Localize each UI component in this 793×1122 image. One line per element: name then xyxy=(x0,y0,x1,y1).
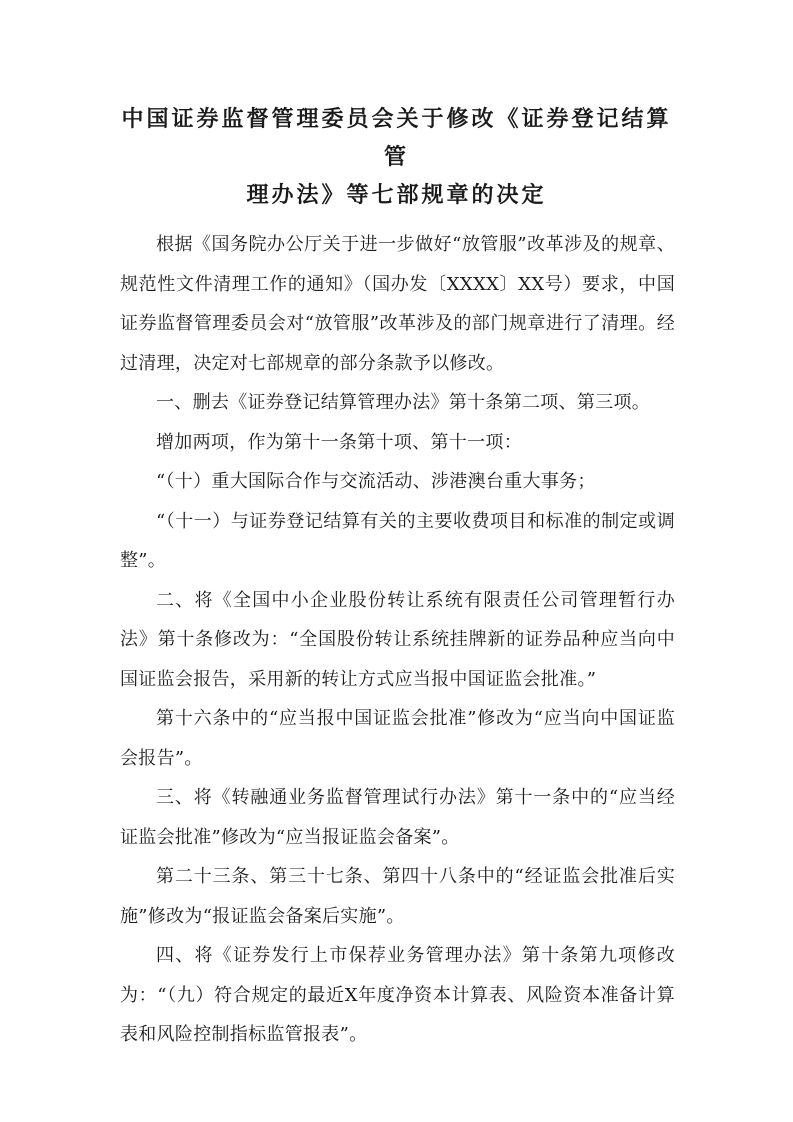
paragraph-item-1-sub-11: “（十一）与证券登记结算有关的主要收费项目和标准的制定或调整”。 xyxy=(120,510,675,571)
paragraph-item-2: 二、将《全国中小企业股份转让系统有限责任公司管理暂行办法》第十条修改为：“全国股份转让系统挂牌新的证券品种应当向中国证监会报告，采用新的转让方式应当报中国证监会批准。” xyxy=(120,589,675,690)
title-line-2: 理办法》等七部规章的决定 xyxy=(246,182,547,208)
document-body xyxy=(120,225,675,1055)
paragraph-item-3: 三、将《转融通业务监督管理试行办法》第十一条中的“应当经证监会批准”修改为“应当报证监会备案”。 xyxy=(120,787,675,848)
paragraph-item-1: 一、删去《证券登记结算管理办法》第十条第二项、第三项。 xyxy=(156,392,651,413)
document-title xyxy=(110,100,683,214)
title-line-1: 中国证券监督管理委员会关于修改《证券登记结算管 xyxy=(121,106,672,170)
paragraph-item-3-articles: 第二十三条、第三十七条、第四十八条中的“经证监会批准后实施”修改为“报证监会备案后实施”。 xyxy=(120,866,675,927)
paragraph-item-2-article-16: 第十六条中的“应当报中国证监会批准”修改为“应当向中国证监会报告”。 xyxy=(120,708,675,769)
paragraph-item-1-sub-10: “（十）重大国际合作与交流活动、涉港澳台重大事务； xyxy=(156,471,596,492)
paragraph-item-1-add: 增加两项，作为第十一条第十项、第十一项： xyxy=(156,431,522,453)
paragraph-item-4: 四、将《证券发行上市保荐业务管理办法》第十条第九项修改为：“（九）符合规定的最近X年度净资本计算表、风险资本准备计算表和风险控制指标监管报表”。 xyxy=(120,945,675,1045)
paragraph-preamble: 根据《国务院办公厅关于进一步做好“放管服”改革涉及的规章、规范性文件清理工作的通知》（国办发〔XXXX〕XX号）要求，中国证券监督管理委员会对“放管服”改革涉及的部门规章进行了清理。经过清理，决定对七部规章的部分条款予以修改。 xyxy=(120,234,675,374)
